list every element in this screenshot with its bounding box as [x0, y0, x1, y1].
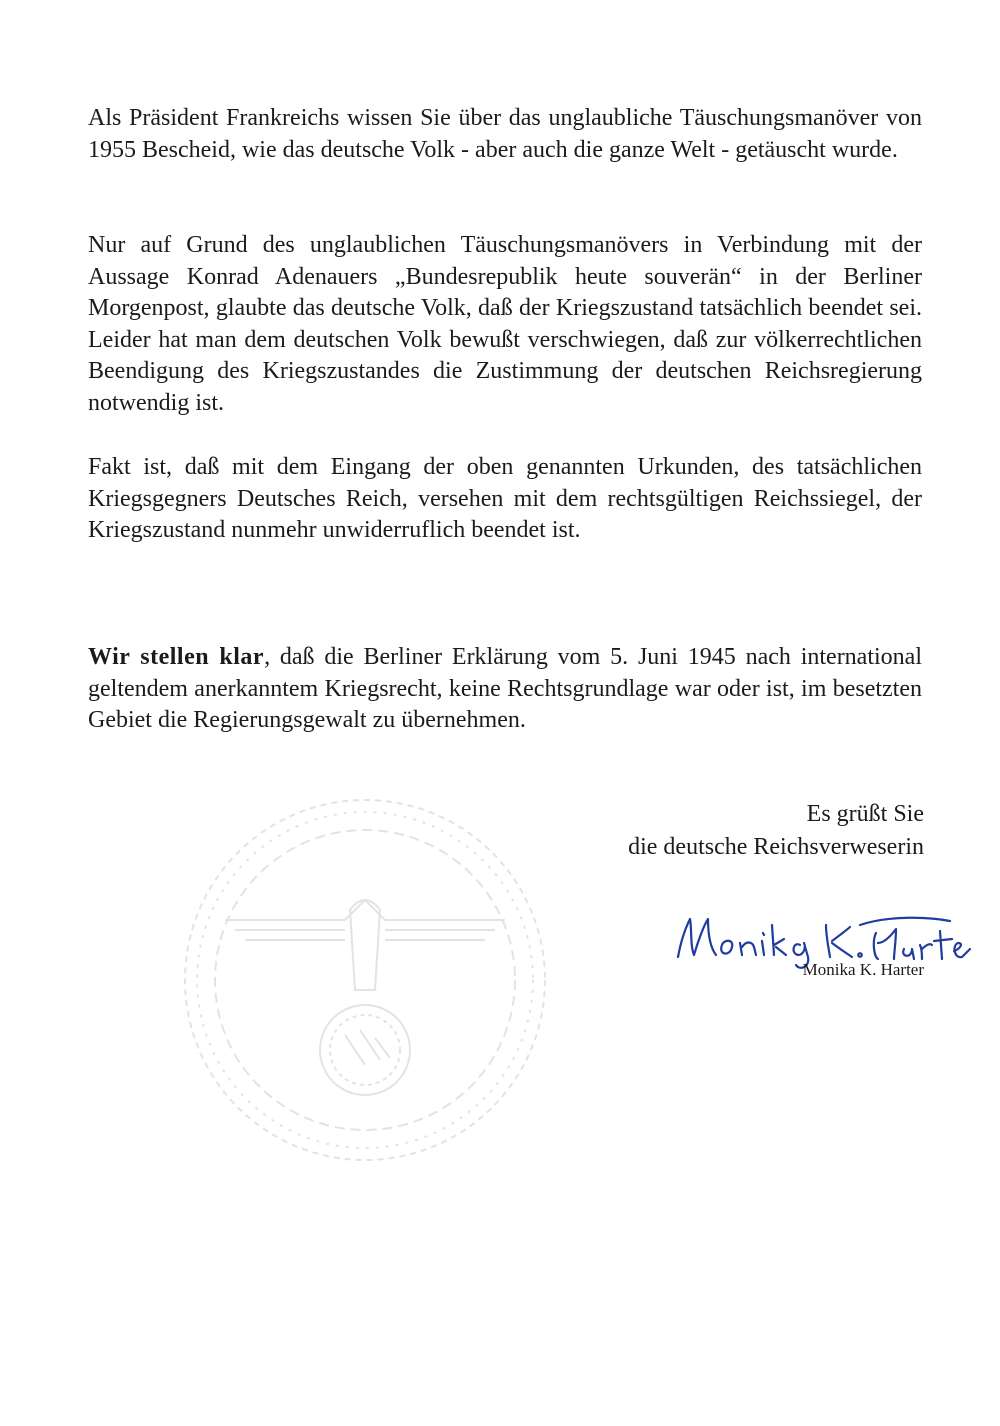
embossed-seal [165, 780, 565, 1180]
closing-title: die deutsche Reichsverweserin [628, 834, 924, 860]
paragraph-3: Fakt ist, daß mit dem Eingang der oben genannten Urkunden, des tatsächlichen Kriegsgegners Deutsches Reich, versehen mit dem rechtsgültigen Reichssiegel, der Kriegszustand nunmehr unwiderruflich beendet ist. [88, 454, 922, 543]
paragraph-4-lead: Wir stellen klar [88, 644, 265, 670]
paragraph-4-rest: , daß die Berliner Erklärung vom 5. Juni 1945 nach international geltendem anerkanntem Kriegsrecht, keine Rechtsgrundlage war oder ist, im besetzten Gebiet die Regierungsgewalt zu übernehmen. [88, 644, 922, 733]
paragraph-1: Als Präsident Frankreichs wissen Sie über das unglaubliche Täuschungsmanöver von 1955 Bescheid, wie das deutsche Volk - aber auch die ganze Welt - getäuscht wurde. [88, 105, 922, 163]
closing-block [628, 798, 924, 864]
printed-signatory-name: Monika K. Harter [802, 960, 924, 979]
paragraph-4 [88, 642, 922, 737]
paragraph-2: Nur auf Grund des unglaublichen Täuschungsmanövers in Verbindung mit der Aussage Konrad Adenauers „Bundesrepublik heute souverän“ in der Berliner Morgenpost, glaubte das deutsche Volk, daß der Kriegszustand tatsächlich beendet sei. Leider hat man dem deutschen Volk bewußt verschwiegen, daß zur völkerrechtlichen Beendigung des Kriegszustandes die Zustimmung der deutschen Reichsregierung notwendig ist. [88, 232, 922, 416]
closing-greeting: Es grüßt Sie [806, 801, 924, 827]
